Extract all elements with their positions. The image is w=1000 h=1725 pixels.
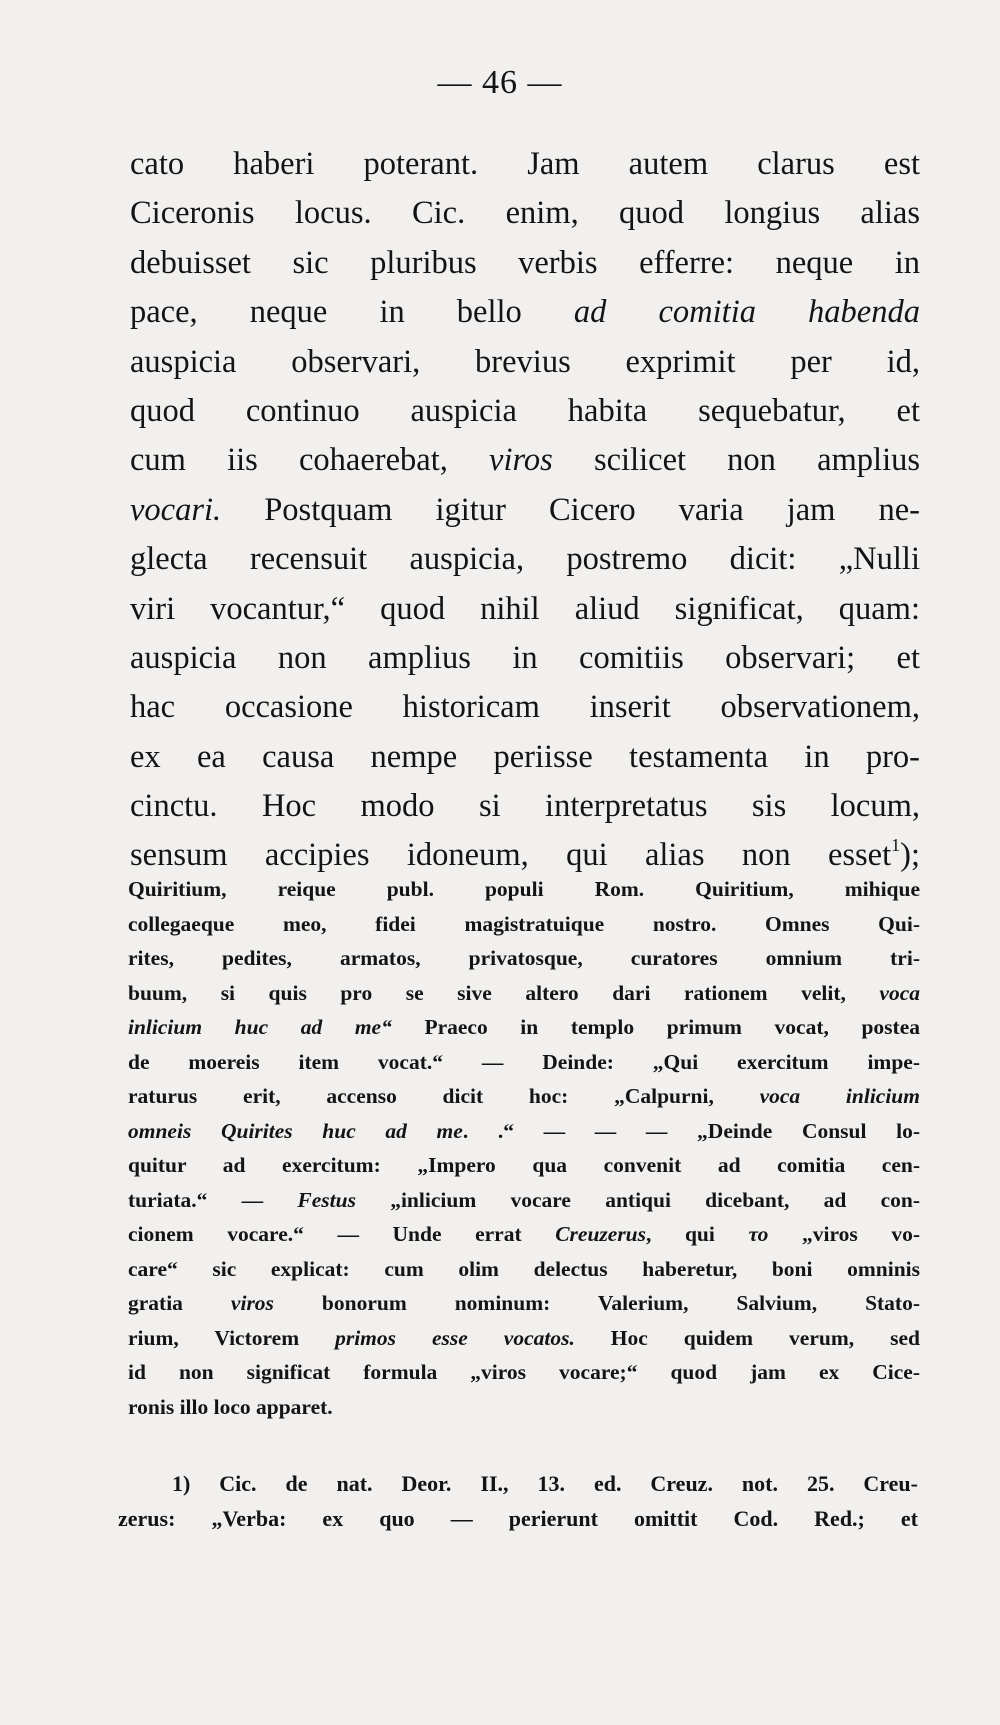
text-run: quod continuo auspicia habita sequebatur, et — [130, 392, 920, 429]
text-line — [130, 733, 920, 782]
note-line — [128, 1321, 920, 1356]
text-run: Praeco in templo primum vocat, postea — [391, 1015, 920, 1039]
text-run: viros — [489, 442, 553, 479]
text-run: bonorum nominum: Valerium, Salvium, Stato- — [273, 1291, 921, 1315]
note-line — [128, 1355, 920, 1390]
text-line — [130, 535, 920, 584]
continued-note-text — [128, 872, 920, 1424]
text-line — [130, 239, 920, 288]
text-run: glecta recensuit auspicia, postremo dicit: „Nulli — [130, 541, 920, 578]
note-line — [128, 1010, 920, 1045]
note-line — [128, 872, 920, 907]
text-run: cionem vocare.“ — Unde errat — [128, 1222, 556, 1246]
page-number: — 46 — — [437, 64, 563, 101]
text-run: pace, neque in bello — [130, 294, 574, 331]
text-run: Postquam igitur Cicero varia jam ne- — [221, 491, 920, 528]
text-run: voca inlicium — [759, 1084, 920, 1108]
text-run: inlicium huc ad me“ — [128, 1015, 392, 1039]
text-run: quitur ad exercitum: „Impero qua convenit ad comitia cen- — [128, 1153, 920, 1177]
text-run: voca — [879, 980, 920, 1005]
text-run: , qui — [646, 1222, 749, 1246]
note-line — [128, 1286, 920, 1321]
text-run: viri vocantur,“ quod nihil aliud significat, quam: — [130, 590, 920, 627]
text-run: auspicia non amplius in comitiis observari; et — [130, 639, 920, 676]
text-line — [130, 782, 920, 831]
text-run: primos esse vocatos. — [335, 1325, 575, 1350]
text-line — [130, 436, 920, 485]
footnote-line — [118, 1466, 918, 1501]
text-run: rites, pedites, armatos, privatosque, curatores omnium tri- — [128, 946, 920, 970]
text-run: το — [748, 1222, 769, 1246]
text-run: gratia — [128, 1291, 231, 1315]
text-run: . .“ — — — „Deinde Consul lo- — [462, 1118, 921, 1143]
text-line — [130, 634, 920, 683]
note-line — [128, 976, 920, 1011]
text-line — [130, 288, 920, 337]
text-run: collegaeque meo, fidei magistratuique nostro. Omnes Qui- — [128, 911, 920, 936]
note-line — [128, 941, 920, 976]
text-run: zerus: „Verba: ex quo — perierunt omittit Cod. Red.; et — [118, 1506, 918, 1531]
text-line — [130, 486, 920, 535]
text-run: vocari. — [130, 491, 222, 528]
footnote — [118, 1466, 918, 1536]
note-line — [128, 1217, 920, 1252]
footnote-marker: 1 — [891, 835, 901, 856]
text-run: viros — [230, 1291, 274, 1315]
text-run: debuisset sic pluribus verbis efferre: neque in — [130, 244, 920, 281]
text-run: scilicet non amplius — [552, 442, 921, 479]
text-run: Creuzerus — [555, 1222, 647, 1246]
text-run: omneis Quirites huc ad me — [128, 1118, 463, 1143]
text-run: Ciceronis locus. Cic. enim, quod longius alias — [130, 195, 920, 232]
text-run: ); — [900, 837, 920, 874]
text-run: id non significat formula „viros vocare;“ quod jam ex Cice- — [128, 1360, 920, 1384]
note-line — [128, 1148, 920, 1183]
text-run: rium, Victorem — [128, 1325, 336, 1350]
note-line — [128, 907, 920, 942]
text-run: ex ea causa nempe periisse testamenta in pro- — [130, 738, 920, 775]
text-run: cum iis cohaerebat, — [130, 442, 490, 479]
text-line — [130, 140, 920, 189]
text-run: turiata.“ — — [128, 1187, 298, 1212]
text-line — [130, 387, 920, 436]
text-run: cinctu. Hoc modo si interpretatus sis locum, — [130, 788, 920, 825]
text-line — [130, 338, 920, 387]
note-line — [128, 1252, 920, 1287]
text-line — [130, 683, 920, 732]
text-run: Quiritium, reique publ. populi Rom. Quiritium, mihique — [128, 877, 920, 901]
main-text — [130, 140, 920, 881]
note-line — [128, 1079, 920, 1114]
text-run: cato haberi poterant. Jam autem clarus est — [130, 146, 920, 182]
text-run: Festus — [297, 1187, 356, 1212]
note-line — [128, 1045, 920, 1080]
text-run: ronis illo loco apparet. — [128, 1394, 333, 1419]
text-run: buum, si quis pro se sive altero dari rationem velit, — [128, 980, 880, 1005]
text-run: sensum accipies idoneum, qui alias non esset — [130, 837, 892, 874]
text-line — [130, 189, 920, 238]
text-run: auspicia observari, brevius exprimit per id, — [130, 343, 920, 380]
text-run: care“ sic explicat: cum olim delectus haberetur, boni omninis — [128, 1256, 920, 1281]
text-run: 1) Cic. de nat. Deor. II., 13. ed. Creuz. not. 25. Creu- — [172, 1471, 918, 1496]
text-run: hac occasione historicam inserit observationem, — [130, 689, 920, 726]
footnote-line — [118, 1501, 918, 1536]
note-line — [128, 1114, 920, 1149]
text-run: „viros vo- — [768, 1222, 920, 1246]
text-run: Hoc quidem verum, sed — [574, 1325, 920, 1350]
text-line — [130, 585, 920, 634]
text-run: de moereis item vocat.“ — Deinde: „Qui exercitum impe- — [128, 1049, 920, 1074]
text-run: ad comitia habenda — [573, 294, 920, 331]
note-line — [128, 1183, 920, 1218]
note-line — [128, 1390, 920, 1425]
text-run: „inlicium vocare antiqui dicebant, ad con- — [355, 1187, 920, 1212]
text-run: raturus erit, accenso dicit hoc: „Calpurni, — [128, 1084, 760, 1108]
